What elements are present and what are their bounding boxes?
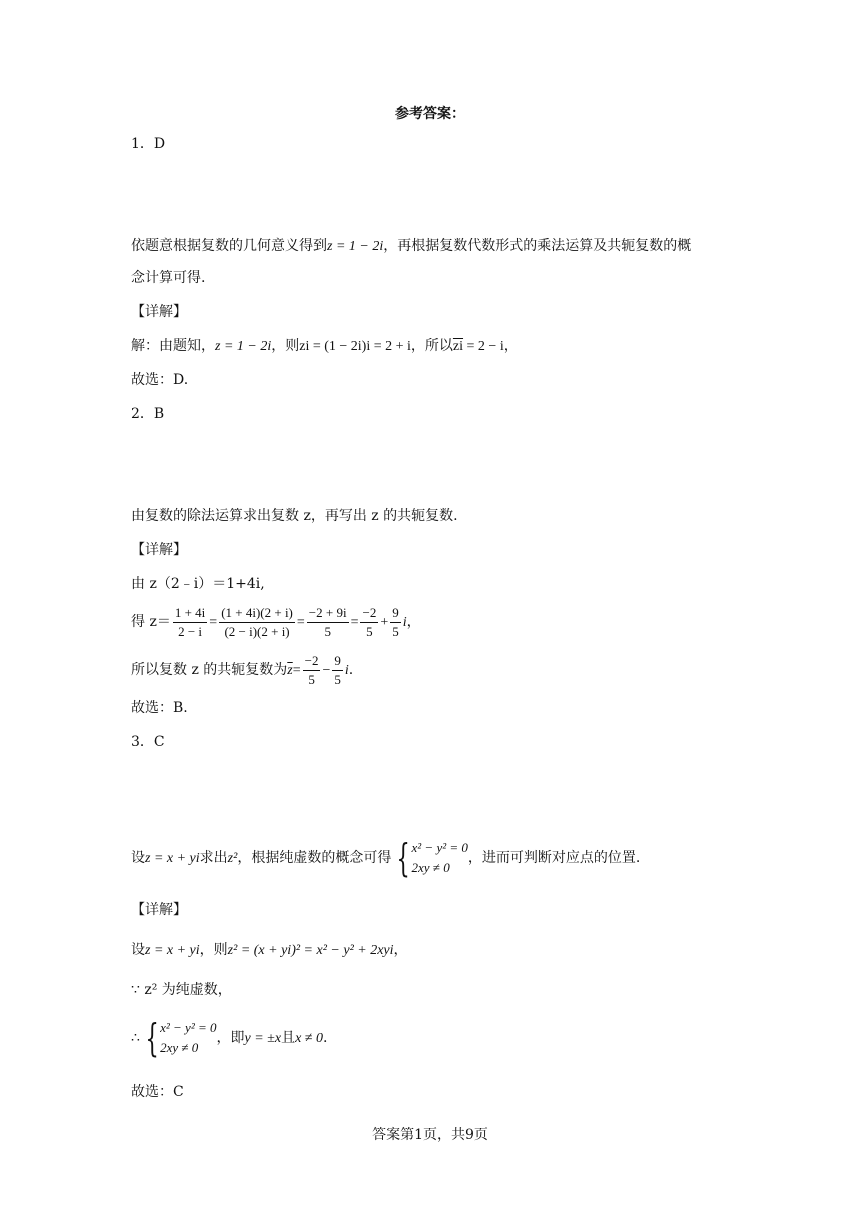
q2-fraction-5: $\frac{9}{5}$ (392, 604, 399, 639)
q1-analysis-formula: z = 1 − 2i (327, 239, 384, 254)
q2-equals-1: = (209, 615, 218, 630)
q1-sol-text-b: ，则 (271, 338, 300, 354)
page-footer: 答案第1页，共9页 (372, 1127, 488, 1143)
q1-sol-text-d: ， (503, 338, 518, 354)
q3-analysis-text-b: 求出 (199, 850, 228, 866)
q1-analysis-text-b: ，再根据复数代数形式的乘法运算及共轭复数的概 (383, 238, 692, 254)
q1-choose: 故选：D. (131, 372, 189, 388)
q1-answer: 1．D (131, 136, 166, 152)
q3-sol-text-b: ，则 (199, 942, 228, 958)
q3-choose: 故选：C (131, 1084, 184, 1100)
q1-analysis-line1 (131, 236, 691, 257)
q2-fraction-3: $\frac{-2 + 9i}{5}$ (308, 604, 347, 639)
q3-solution-line (131, 940, 408, 961)
q3-brace-icon-2: { (145, 1016, 159, 1060)
q1-analysis-line2: 念计算可得. (131, 270, 206, 286)
q3-sol-text-c: ， (393, 942, 408, 958)
q1-sol-text-a: 解：由题知， (131, 338, 215, 354)
q3-analysis-formula-2: z² (227, 851, 238, 866)
q3-sol-text-e: 且 (281, 1030, 296, 1046)
q3-analysis-line (131, 836, 640, 881)
q2-equals-3: = (350, 615, 359, 630)
q3-sol-text-f: . (322, 1030, 328, 1046)
q1-sol-formula-3: = 2 − i (463, 339, 504, 354)
q2-fraction-7: $\frac{9}{5}$ (334, 652, 341, 687)
q3-analysis-text-d: ，进而可判断对应点的位置. (467, 850, 641, 866)
q3-brace-icon: { (396, 836, 411, 880)
q3-sol-text-a: 设 (131, 942, 145, 958)
page-title: 参考答案： (395, 106, 465, 122)
q3-sol-formula-1: z = x + yi (145, 943, 200, 958)
q3-sol-formula-2: z² = (x + yi)² = x² − y² + 2xyi (227, 943, 394, 958)
q2-analysis: 由复数的除法运算求出复数 z，再写出 z 的共轭复数. (131, 508, 458, 524)
q2-plus: + (380, 615, 389, 630)
q3-sol-formula-4: x ≠ 0 (295, 1031, 323, 1046)
q2-conjugate-z: $\overline{z}$ (287, 663, 293, 678)
q2-line2-text: 得 z＝ (131, 614, 171, 630)
q2-comma: ， (406, 614, 421, 630)
q2-line3-text: 所以复数 z 的共轭复数为 (131, 662, 288, 678)
q3-analysis-text-a: 设 (131, 850, 145, 866)
q2-detail-label: 【详解】 (131, 542, 187, 558)
q2-line2 (131, 602, 421, 643)
q1-detail-label: 【详解】 (131, 304, 187, 320)
q2-fraction-2: $\frac{(1 + 4i)(2 + i)}{(2 - i)(2 + i)}$ (221, 604, 293, 639)
q3-analysis-system: x² − y² = 0 2xy ≠ 0 (411, 840, 468, 875)
q2-period: . (348, 662, 354, 678)
q2-equals-2: = (296, 615, 305, 630)
q3-sol-system: x² − y² = 0 2xy ≠ 0 (160, 1020, 217, 1055)
q1-sol-formula-2: zi = (1 − 2i)i = 2 + i (299, 339, 411, 354)
q3-detail-label: 【详解】 (131, 902, 187, 918)
q2-answer: 2．B (131, 406, 165, 422)
q2-imag-unit-2: i (344, 663, 349, 678)
q3-answer: 3．C (131, 734, 165, 750)
q2-minus: − (322, 663, 331, 678)
q2-fraction-6: $\frac{-2}{5}$ (304, 652, 319, 687)
q3-analysis-text-c: ，根据纯虚数的概念可得 (237, 850, 392, 866)
q3-because-line: ∵ z² 为纯虚数， (131, 982, 232, 998)
q2-imag-unit: i (402, 615, 407, 630)
q3-sol-text-d: ，即 (216, 1030, 245, 1046)
q2-choose: 故选：B. (131, 700, 188, 716)
q2-fraction-1: $\frac{1 + 4i}{2 - i}$ (174, 604, 206, 639)
q2-line1: 由 z（2﹣i）＝1+4i, (131, 576, 265, 592)
therefore-icon: ∴ (131, 1030, 140, 1046)
q1-solution-line (131, 336, 518, 357)
q3-analysis-formula-1: z = x + yi (145, 851, 200, 866)
q1-sol-text-c: ，所以 (410, 338, 453, 354)
q1-sol-formula-1: z = 1 − 2i (215, 339, 272, 354)
q2-line3 (131, 650, 353, 691)
q2-equals-4: = (292, 663, 301, 678)
q3-therefore-line (131, 1016, 327, 1061)
q2-fraction-4: $\frac{-2}{5}$ (362, 604, 377, 639)
q1-analysis-text-a: 依题意根据复数的几何意义得到 (131, 238, 327, 254)
q3-sol-formula-3: y = ±x (244, 1031, 282, 1046)
q1-sol-formula-3-bar: $\overline{zi}$ (452, 339, 464, 354)
